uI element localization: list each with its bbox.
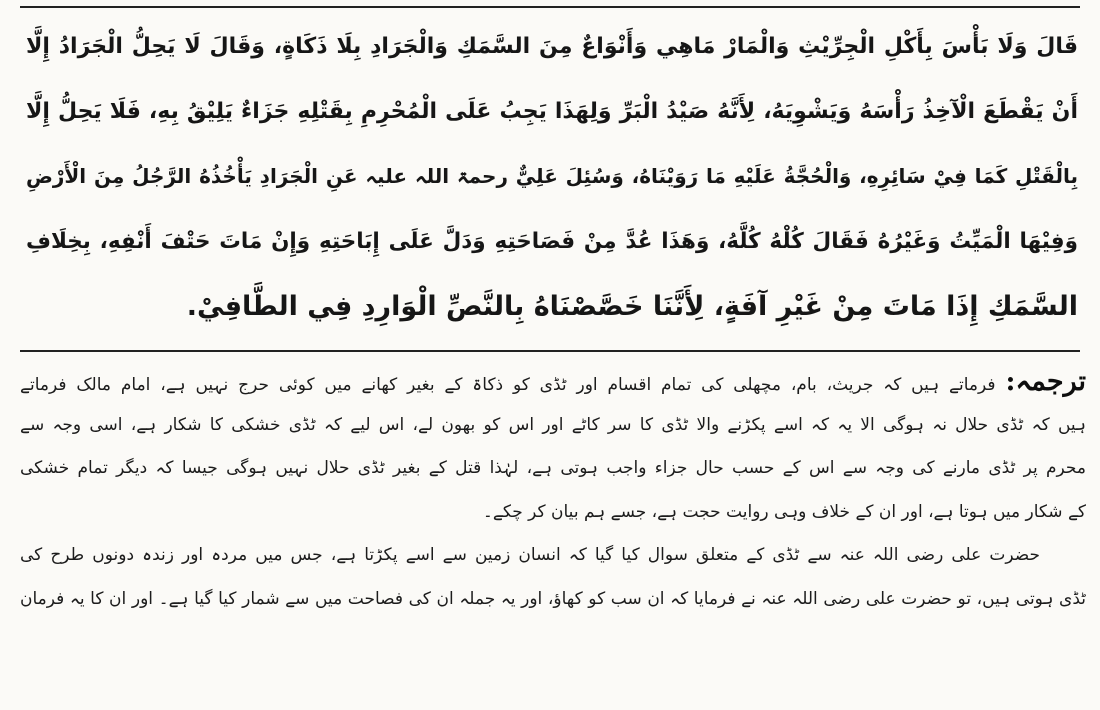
arabic-line: وَفِيْهَا الْمَيِّتُ وَغَيْرُهُ فَقَالَ كُلْهُ كُلَّهُ، وَهَذَا عُدَّ مِنْ فَصَاحَتِهِ وَدَلَّ عَلَى إِبَاحَتِهِ وَإِنْ مَاتَ حَتْفَ أَنْفِهِ، بِخِلَافِ: [26, 229, 1078, 254]
urdu-line: محرم پر ٹڈی مارنے کی وجہ سے اس کے حسب حال جزاء واجب ہوتی ہے، لہٰذا قتل کے بغیر ٹڈی حلال نہیں ہوگی جیسا کہ دیگر تمام خشکی: [20, 458, 1086, 478]
arabic-text-block: [26, 14, 1078, 346]
urdu-line: ٹڈی ہوتی ہیں، تو حضرت علی رضی اللہ عنہ نے فرمایا کہ ان سب کو کھاؤ، اور یہ جملہ ان کی فصاحت میں سے شمار کیا گیا ہے۔ اور ان کا یہ فرمان: [20, 588, 1086, 609]
arabic-line: بِالْقَتْلِ كَمَا فِيْ سَائِرِهِ، وَالْحُجَّةُ عَلَيْهِ مَا رَوَيْنَاهُ، وَسُئِلَ عَلِيٌّ رحمۃ اللہ علیہ عَنِ الْجَرَادِ يَأْخُذُهُ الرَّجُلُ مِنَ الْأَرْضِ: [26, 164, 1078, 188]
urdu-line: کے شکار میں ہوتا ہے، اور ان کے خلاف وہی روایت حجت ہے، جسے ہم بیان کر چکے۔: [482, 501, 1086, 522]
urdu-line: حضرت علی رضی اللہ عنہ سے ٹڈی کے متعلق سوال کیا گیا کہ انسان زمین سے اسے پکڑتا ہے، جس میں مردہ اور زندہ دونوں طرح کی: [20, 545, 1040, 565]
arabic-line: أَنْ يَقْطَعَ الْآخِذُ رَأْسَهُ وَيَشْوِيَهُ، لِأَنَّهُ صَيْدُ الْبَرِّ وَلِهَذَا يَجِبُ عَلَى الْمُحْرِمِ بِقَتْلِهِ جَزَاءٌ يَلِيْقُ بِهِ، فَلَا يَحِلُّ إِلَّا: [26, 99, 1078, 124]
arabic-line: السَّمَكِ إِذَا مَاتَ مِنْ غَيْرِ آفَةٍ، لِأَنَّنَا خَصَّصْنَاهُ بِالنَّصِّ الْوَارِدِ فِي الطَّافِيْ.: [186, 291, 1078, 322]
urdu-line: [20, 360, 1086, 404]
urdu-line: ہیں کہ ٹڈی حلال نہ ہوگی الا یہ کہ اسے پکڑنے والا ٹڈی کا سر کاٹے اور اس کو بھون لے، اس لیے کہ ٹڈی خشکی کا شکار ہے، اسی وجہ سے: [20, 414, 1086, 435]
urdu-line-text: فرماتے ہیں کہ جریث، بام، مچھلی کی تمام اقسام اور ٹڈی کو ذکاۃ کے بغیر کھانے میں کوئی حرج نہیں ہے، امام مالک فرماتے: [20, 375, 996, 395]
arabic-line: قَالَ وَلَا بَأْسَ بِأَكْلِ الْجِرِّيْثِ وَالْمَارْ مَاهِي وَأَنْوَاعٌ مِنَ السَّمَكِ وَالْجَرَادِ بِلَا ذَكَاةٍ، وَقَالَ لَا يَحِلُّ الْجَرَادُ إِلَّا: [26, 34, 1078, 59]
top-rule: [20, 6, 1080, 8]
section-divider: [20, 350, 1080, 352]
translation-heading: ترجمہ:: [1005, 366, 1086, 397]
urdu-translation-block: [20, 360, 1086, 700]
